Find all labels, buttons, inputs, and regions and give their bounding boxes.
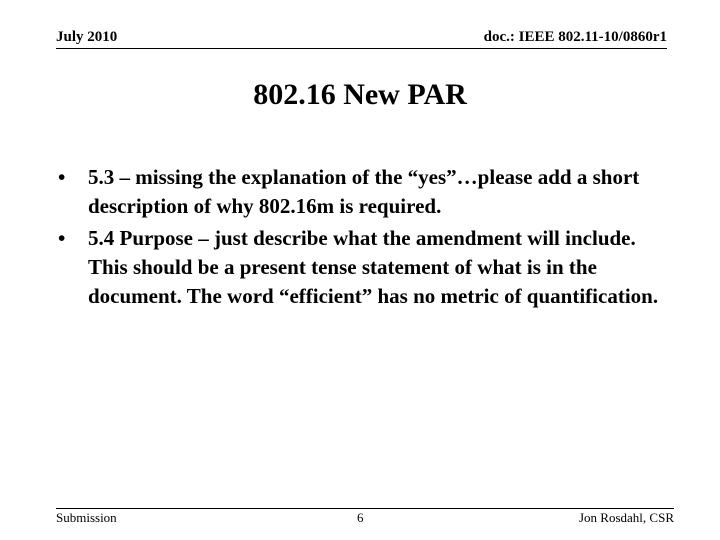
bullet-item [58,163,668,221]
footer-submission: Submission [56,510,117,525]
header-doc-id: doc.: IEEE 802.11-10/0860r1 [483,29,667,45]
bullet-item [58,224,668,311]
bullet-list [58,163,668,314]
bullet-text: 5.3 – missing the explanation of the “yes”…please add a short description of why 802.16m is required. [88,165,640,218]
bullet-marker: • [58,165,66,189]
bullet-text: 5.4 Purpose – just describe what the amendment will include. This should be a present tense statement of what is in the document. The word “efficient” has no metric of quantification. [88,226,659,308]
bullet-marker: • [58,226,66,250]
header-date: July 2010 [56,29,118,45]
footer-author: Jon Rosdahl, CSR [579,510,674,525]
slide-title: 802.16 New PAR [253,78,467,111]
footer-divider [56,508,674,509]
header-divider [56,48,667,49]
footer-page-number: 6 [357,510,364,525]
